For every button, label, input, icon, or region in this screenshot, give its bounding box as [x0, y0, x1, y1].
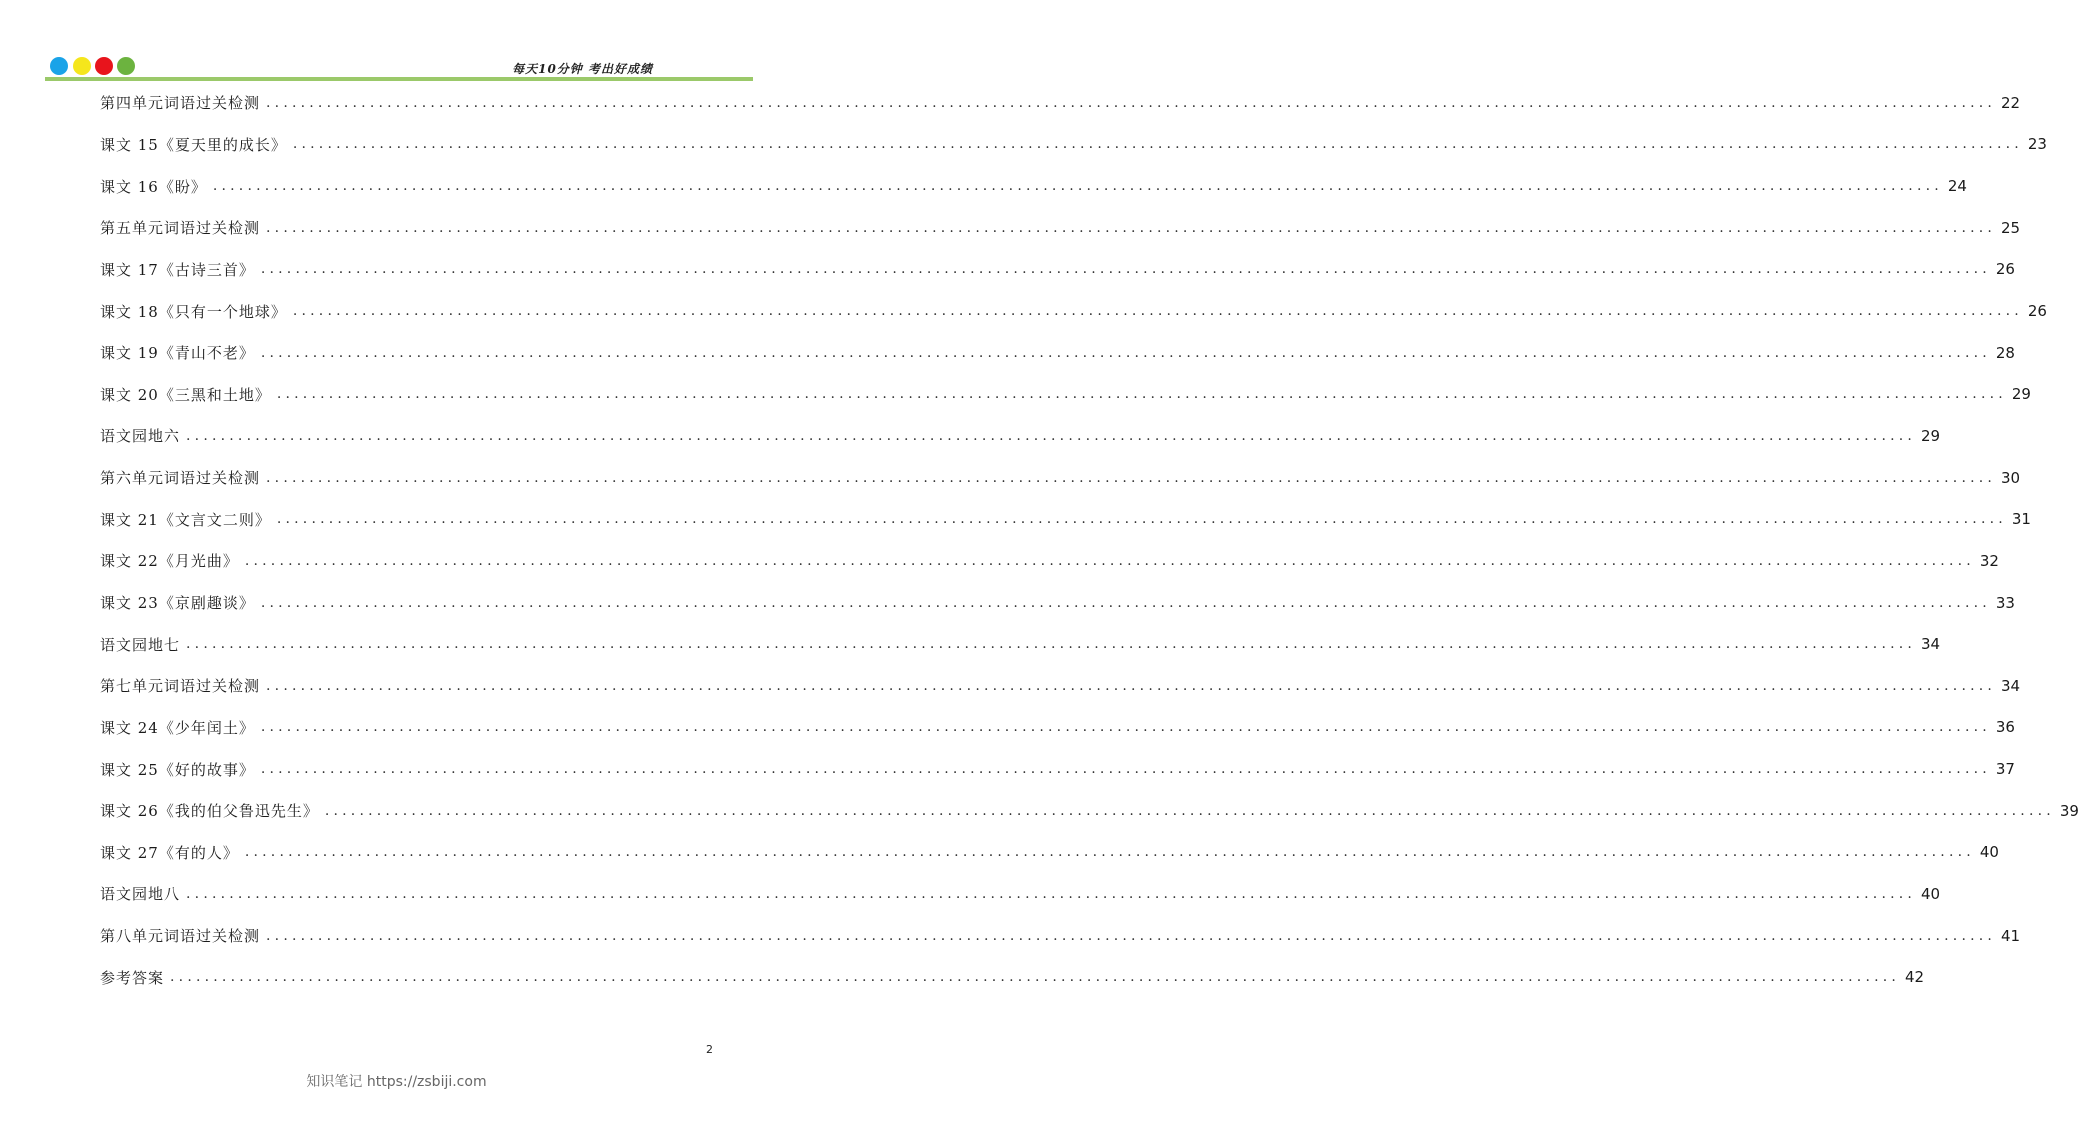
toc-entry[interactable] — [100, 457, 2021, 499]
toc-leader-dots: ........................................................................................................................................................................................................ — [260, 261, 1991, 278]
toc-entry-page: 37 — [1995, 760, 2015, 779]
toc-leader-dots: ........................................................................................................................................................................................................ — [292, 303, 2023, 320]
toc-entry[interactable] — [100, 124, 2047, 166]
toc-entry-title: 语文园地八 — [100, 885, 181, 904]
toc-entry[interactable] — [100, 623, 1941, 665]
toc-entry-page: 42 — [1904, 968, 1925, 987]
toc-leader-dots: ........................................................................................................................................................................................................ — [260, 719, 1991, 736]
toc-entry-title: 课文 16《盼》 — [100, 177, 207, 196]
toc-entry-page: 40 — [1920, 884, 1941, 903]
toc-entry[interactable] — [100, 290, 2047, 332]
toc-entry-page: 28 — [1995, 343, 2015, 362]
header-rule — [45, 77, 753, 81]
toc-entry[interactable] — [100, 249, 2015, 291]
toc-entry-title: 课文 19《青山不老》 — [100, 344, 255, 363]
toc-leader-dots: ........................................................................................................................................................................................................ — [266, 219, 1997, 236]
toc-entry-title: 参考答案 — [100, 968, 165, 987]
footer-watermark: 知识笔记 https://zsbiji.com — [306, 1074, 487, 1090]
toc-entry-title: 课文 25《好的故事》 — [100, 760, 255, 779]
toc-entry-page: 26 — [2027, 302, 2047, 321]
yellow-dot — [73, 57, 91, 75]
toc-leader-dots: ........................................................................................................................................................................................................ — [186, 885, 1917, 902]
toc-entry[interactable] — [100, 373, 2031, 415]
toc-entry-page: 29 — [1920, 426, 1941, 445]
toc-entry-title: 第四单元词语过关检测 — [100, 94, 261, 113]
toc-entry-title: 课文 26《我的伯父鲁迅先生》 — [100, 802, 319, 821]
toc-entry[interactable] — [100, 332, 2015, 374]
toc-entry[interactable] — [100, 915, 2021, 957]
toc-entry[interactable] — [100, 748, 2015, 790]
toc-leader-dots: ........................................................................................................................................................................................................ — [244, 552, 1975, 569]
toc-entry[interactable] — [100, 415, 1941, 457]
toc-entry[interactable] — [100, 540, 1999, 582]
toc-entry-page: 36 — [1995, 718, 2015, 737]
toc-entry[interactable] — [100, 207, 2021, 249]
green-dot — [117, 57, 135, 75]
toc-entry-title: 第七单元词语过关检测 — [100, 677, 261, 696]
toc-entry-title: 课文 22《月光曲》 — [100, 552, 239, 571]
toc-entry[interactable] — [100, 582, 2015, 624]
toc-leader-dots: ........................................................................................................................................................................................................ — [260, 344, 1991, 361]
toc-leader-dots: ........................................................................................................................................................................................................ — [292, 136, 2023, 153]
toc-entry-title: 第五单元词语过关检测 — [100, 219, 261, 238]
toc-entry-title: 课文 27《有的人》 — [100, 843, 239, 862]
toc-entry-page: 30 — [2000, 468, 2021, 487]
toc-leader-dots: ........................................................................................................................................................................................................ — [276, 386, 2007, 403]
toc-leader-dots: ........................................................................................................................................................................................................ — [260, 594, 1991, 611]
toc-entry-page: 23 — [2027, 135, 2047, 154]
blue-dot — [50, 57, 68, 75]
toc-leader-dots: ........................................................................................................................................................................................................ — [212, 178, 1943, 195]
toc-leader-dots: ........................................................................................................................................................................................................ — [266, 469, 1997, 486]
toc-entry[interactable] — [100, 165, 1967, 207]
toc-entry-title: 课文 24《少年闰土》 — [100, 718, 255, 737]
page-number: 2 — [706, 1043, 713, 1056]
toc-leader-dots: ........................................................................................................................................................................................................ — [186, 636, 1917, 653]
toc-entry-page: 25 — [2000, 218, 2021, 237]
page-header — [0, 0, 793, 90]
toc-entry-title: 课文 20《三黑和土地》 — [100, 385, 271, 404]
toc-entry[interactable] — [100, 665, 2021, 707]
red-dot — [95, 57, 113, 75]
toc-entry[interactable] — [100, 82, 2021, 124]
toc-entry-title: 课文 21《文言文二则》 — [100, 510, 271, 529]
toc-leader-dots: ........................................................................................................................................................................................................ — [266, 94, 1997, 111]
toc-entry[interactable] — [100, 832, 1999, 874]
toc-entry-title: 课文 18《只有一个地球》 — [100, 302, 287, 321]
header-slogan: 每天10分钟 考出好成绩 — [512, 62, 653, 76]
toc-leader-dots: ........................................................................................................................................................................................................ — [170, 969, 1901, 986]
toc-entry-page: 34 — [2000, 676, 2021, 695]
toc-entry-title: 课文 17《古诗三首》 — [100, 260, 255, 279]
toc-entry[interactable] — [100, 790, 2079, 832]
toc-entry-title: 语文园地六 — [100, 427, 181, 446]
toc-entry[interactable] — [100, 498, 2031, 540]
toc-entry-page: 26 — [1995, 260, 2015, 279]
toc-entry-page: 24 — [1947, 177, 1967, 196]
toc-leader-dots: ........................................................................................................................................................................................................ — [276, 511, 2007, 528]
toc-leader-dots: ........................................................................................................................................................................................................ — [324, 802, 2055, 819]
toc-entry-page: 32 — [1979, 551, 1999, 570]
toc-entry-title: 第六单元词语过关检测 — [100, 469, 261, 488]
toc-entry-title: 课文 23《京剧趣谈》 — [100, 594, 255, 612]
toc-entry-page: 39 — [2059, 801, 2079, 820]
toc-leader-dots: ........................................................................................................................................................................................................ — [260, 761, 1991, 778]
toc-entry-title: 第八单元词语过关检测 — [100, 927, 261, 946]
toc-leader-dots: ........................................................................................................................................................................................................ — [186, 427, 1917, 444]
toc-leader-dots: ........................................................................................................................................................................................................ — [266, 677, 1997, 694]
toc-leader-dots: ........................................................................................................................................................................................................ — [244, 844, 1975, 861]
toc-entry-title: 语文园地七 — [100, 635, 181, 654]
toc-entry[interactable] — [100, 956, 1925, 998]
toc-entry[interactable] — [100, 707, 2015, 749]
toc-entry-page: 22 — [2000, 93, 2021, 112]
table-of-contents — [100, 82, 2079, 998]
toc-entry-page: 31 — [2011, 510, 2031, 529]
toc-entry-page: 40 — [1979, 843, 1999, 862]
toc-entry[interactable] — [100, 873, 1941, 915]
toc-entry-title: 课文 15《夏天里的成长》 — [100, 135, 287, 154]
toc-entry-page: 41 — [2000, 926, 2021, 945]
toc-leader-dots: ........................................................................................................................................................................................................ — [266, 927, 1997, 944]
toc-entry-page: 29 — [2011, 385, 2031, 404]
toc-entry-page: 33 — [1995, 593, 2015, 612]
toc-entry-page: 34 — [1920, 635, 1941, 654]
